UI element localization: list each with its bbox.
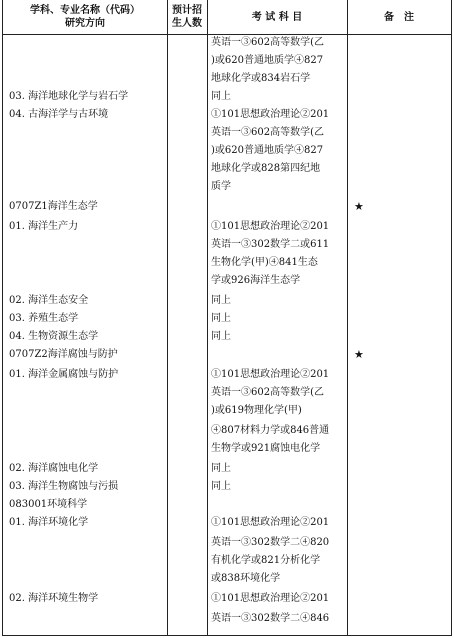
major-or-direction-cell: 083001环境科学 [9, 499, 88, 510]
exam-subject-cell: 有机化学或821分析化学 [211, 555, 321, 566]
major-or-direction-cell: 03. 养殖生态学 [9, 313, 79, 324]
exam-subject-cell: 英语一③602高等数学(乙 [211, 387, 324, 398]
exam-subject-cell: 或838环境化学 [211, 573, 281, 584]
exam-subject-cell: ①101思想政治理论②201 [211, 593, 330, 604]
exam-subject-cell: ①101思想政治理论②201 [211, 109, 330, 120]
exam-subject-cell: 同上 [211, 91, 231, 102]
exam-subject-cell: 英语一③302数学二或611 [211, 239, 330, 250]
exam-subject-cell: 英语一③302数学二④846 [211, 613, 330, 624]
exam-subject-cell: 同上 [211, 463, 231, 474]
header-major-line1: 学科、专业名称（代码） [30, 5, 140, 16]
major-or-direction-cell: 01. 海洋环境化学 [9, 517, 89, 528]
exam-subject-cell: 学或926海洋生态学 [211, 275, 301, 286]
exam-subject-cell: )或620普通地质学④827 [211, 55, 324, 66]
exam-subject-cell: ①101思想政治理论②201 [211, 221, 330, 232]
major-or-direction-cell: 02. 海洋腐蚀电化学 [9, 463, 99, 474]
exam-subject-cell: )或620普通地质学④827 [211, 145, 324, 156]
major-or-direction-cell: 03. 海洋地球化学与岩石学 [9, 91, 129, 102]
header-major-direction [3, 0, 167, 35]
exam-subject-cell: 地球化学或834岩石学 [211, 73, 311, 84]
exam-subject-cell: ①101思想政治理论②201 [211, 517, 330, 528]
major-or-direction-cell: 01. 海洋生产力 [9, 221, 79, 232]
exam-subject-cell: 同上 [211, 313, 231, 324]
exam-subject-cell: 英语一③602高等数学(乙 [211, 127, 324, 138]
exam-subject-cell: 地球化学或828第四纪地 [211, 163, 321, 174]
column-divider [207, 0, 208, 635]
header-remarks: 备 注 [347, 0, 451, 35]
major-or-direction-cell: 03. 海洋生物腐蚀与污损 [9, 481, 119, 492]
column-divider [347, 0, 348, 635]
header-enrollment [167, 0, 207, 35]
exam-subject-cell: 英语一③302数学二④820 [211, 537, 330, 548]
major-or-direction-cell: 02. 海洋环境生物学 [9, 593, 99, 604]
exam-subject-cell: 生物化学(甲)④841生态 [211, 257, 318, 268]
major-or-direction-cell: 0707Z2海洋腐蚀与防护 [9, 349, 118, 360]
exam-subject-cell: 质学 [211, 181, 231, 192]
exam-subject-cell: 同上 [211, 331, 231, 342]
column-divider [167, 0, 168, 635]
major-or-direction-cell: 01. 海洋金属腐蚀与防护 [9, 369, 119, 380]
major-or-direction-cell: 04. 古海洋学与古环境 [9, 109, 109, 120]
major-or-direction-cell: 0707Z1海洋生态学 [9, 201, 98, 212]
exam-subject-cell: ①101思想政治理论②201 [211, 369, 330, 380]
exam-subject-cell: 同上 [211, 295, 231, 306]
header-major-line2: 研究方向 [65, 18, 105, 29]
exam-subject-cell: 生物学或921腐蚀电化学 [211, 443, 321, 454]
exam-subject-cell: ④807材料力学或846普通 [211, 425, 330, 436]
star-icon: ★ [354, 348, 364, 361]
admission-table [2, 0, 452, 636]
major-or-direction-cell: 04. 生物资源生态学 [9, 331, 99, 342]
header-enrollment-line1: 预计招 [172, 5, 202, 16]
header-enrollment-line2: 生人数 [172, 18, 202, 29]
exam-subject-cell: 英语一③602高等数学(乙 [211, 37, 324, 48]
star-icon: ★ [354, 200, 364, 213]
major-or-direction-cell: 02. 海洋生态安全 [9, 295, 89, 306]
exam-subject-cell: )或619物理化学(甲) [211, 405, 302, 416]
exam-subject-cell: 同上 [211, 481, 231, 492]
header-exam-subjects: 考 试 科 目 [207, 0, 347, 35]
